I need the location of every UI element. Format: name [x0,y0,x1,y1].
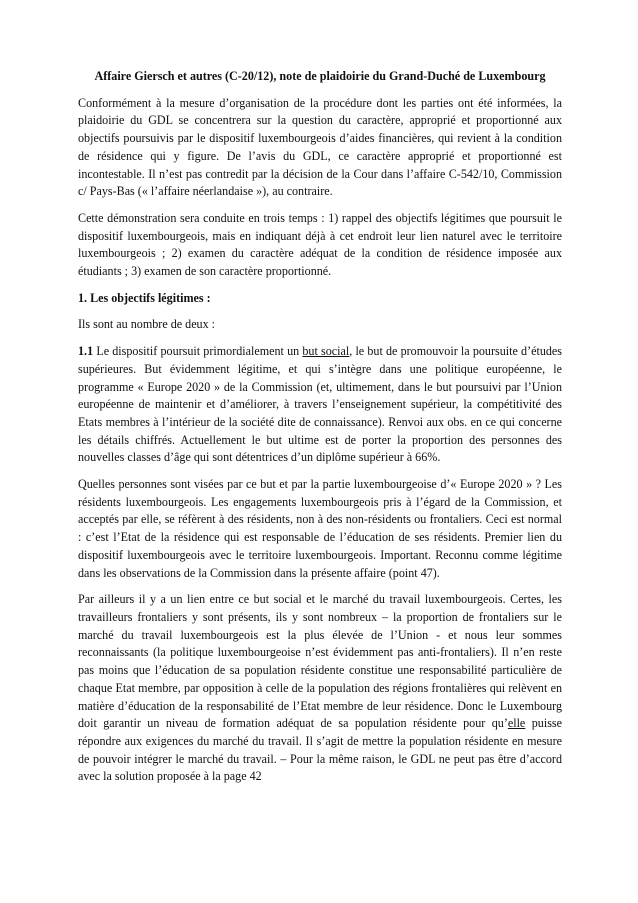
paragraph-marche-travail [78,591,562,786]
section-heading-objectifs: 1. Les objectifs légitimes : [78,290,211,305]
paragraph-1-1 [78,343,562,467]
document-title: Affaire Giersch et autres (C-20/12), note de plaidoirie du Grand-Duché de Luxembourg [94,69,546,83]
paragraph-text: , le but de promouvoir la poursuite d’études supérieures. But évidemment légitime, et qui s’intègre dans une politique européenne, le programme « Europe 2020 » de la Commission (et, ultimement, dans le but poursuivi par l’Union européenne de maintenir et d’améliorer, à travers l’enseignement supérieur, la compétitivité des Etats membres à l’intérieur de la société dite de connaissance). Renvoi aux obs. en ce qui concerne les détails chiffrés. Actuellement le but ultime est de porter la proportion des personnes des nouvelles classes d’âge qui sont détentrices d’un diplôme supérieur à 66%. [78,344,562,465]
paragraph-text: Par ailleurs il y a un lien entre ce but social et le marché du travail luxembourgeois. Certes, les travailleurs frontaliers y sont présents, ils y sont nombreux – la proportion de frontaliers sur le marché du travail luxembourgeois est la plus élevée de l’Union - et nous leur sommes reconnaissants (la politique luxembourgeoise n’est évidemment pas anti-frontaliers). Il n’en reste pas moins que l’éducation de sa population résidente constitue une responsabilité particulière de chaque Etat membre, par opposition à celle de la population des régions frontalières qui relèvent en matière d’éducation de la responsabilité de l’Etat membre de leur résidence. Donc le Luxembourg doit garantir un niveau de formation adéquat de sa population résidente pour qu’ [78,592,562,731]
underlined-text: elle [507,716,526,731]
paragraph-number: 1.1 [78,344,94,359]
paragraph-text: Le dispositif poursuit primordialement un [93,344,303,359]
document-page [78,68,562,795]
paragraph-intro: Conformément à la mesure d’organisation de la procédure dont les parties ont été informées, la plaidoirie du GDL se concentrera sur la question du caractère, approprié et proportionné aux objectifs poursuivis par le dispositif luxembourgeois d’aides financières, qui revient à la condition de résidence qui y figure. De l’avis du GDL, ce caractère approprié et proportionné est incontestable. Il n’est pas contredit par la décision de la Cour dans l’affaire C-542/10, Commission c/ Pays-Bas (« l’affaire néerlandaise »), au contraire. [78,95,562,199]
paragraph-europe-2020: Quelles personnes sont visées par ce but et par la partie luxembourgeoise d’« Europe 2020 » ? Les résidents luxembourgeois. Les engagements luxembourgeois pris à l’égard de la Commission, et acceptés par elle, se réfèrent à des résidents, non à des non-résidents ou frontaliers. Ceci est normal : c’est l’Etat de la résidence qui est responsable de l’éducation de ses résidents. Premier lien du dispositif luxembourgeois avec le territoire luxembourgeois. Important. Reconnu comme légitime dans les observations de la Commission dans la présente affaire (point 47). [78,477,562,580]
paragraph-plan: Cette démonstration sera conduite en trois temps : 1) rappel des objectifs légitimes que poursuit le dispositif luxembourgeois, mais en indiquant déjà à cet endroit leur lien naturel avec le territoire luxembourgeois ; 2) examen du caractère adéquat de la condition de résidence imposée aux étudiants ; 3) examen de son caractère proportionné. [78,210,562,279]
underlined-text: but social [302,344,350,359]
paragraph-text: puisse répondre aux exigences du marché du travail. Il s’agit de mettre la population résidente en mesure de pouvoir intégrer le marché du travail. – Pour la même raison, le GDL ne peut pas être d’accord avec la solution proposée à la page 42 [78,716,562,784]
paragraph-count: Ils sont au nombre de deux : [78,317,216,332]
